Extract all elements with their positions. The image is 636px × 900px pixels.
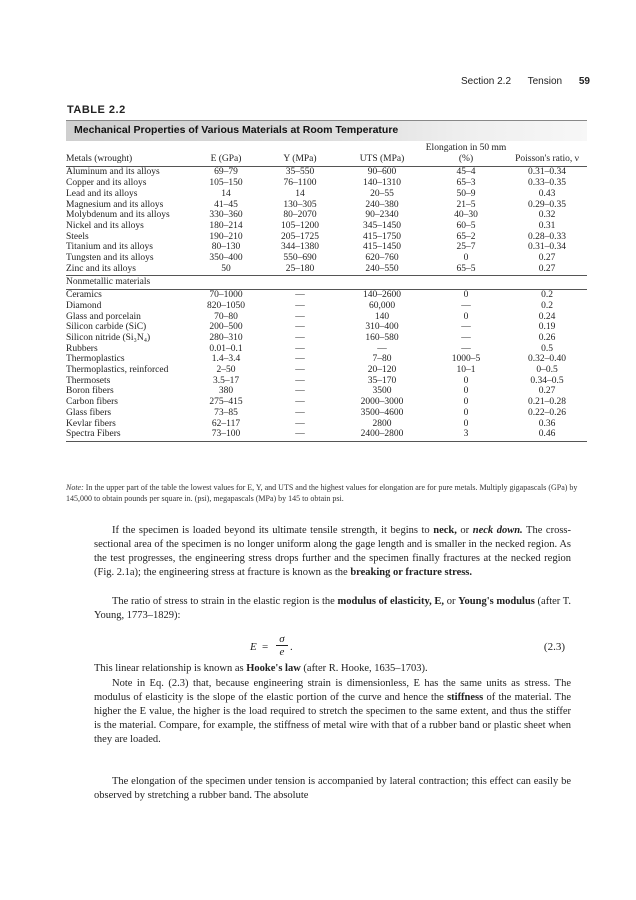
table-cell: 0 — [463, 253, 469, 264]
term-modulus: modulus of elasticity, E, — [337, 596, 445, 607]
page-number: 59 — [578, 76, 590, 87]
table-cell: 80–130 — [211, 242, 241, 253]
term-hookes-law: Hooke's law — [246, 663, 301, 674]
paragraph-modulus — [94, 595, 571, 623]
table-row — [66, 221, 587, 232]
table-caption: Mechanical Properties of Various Materials at Room Temperature — [74, 124, 399, 136]
table-cell: 0.46 — [507, 429, 587, 441]
table-cell: 200–500 — [209, 322, 243, 333]
table-cell: 0.31 — [538, 220, 556, 231]
table-cell: 0.27 — [538, 386, 556, 397]
material-name: Steels — [66, 231, 89, 242]
table-label: TABLE 2.2 — [67, 104, 126, 116]
table-cell: 50 — [191, 264, 261, 276]
table-cell: 0.31–0.34 — [528, 242, 566, 253]
table-cell: — — [295, 386, 305, 397]
table-cell: 0.32–0.40 — [528, 354, 566, 365]
table-cell: 0.27 — [538, 253, 556, 264]
term-neck-down: neck down. — [472, 525, 523, 536]
table-row — [66, 322, 587, 333]
table-cell: 14 — [295, 188, 305, 199]
eq-lhs: E — [250, 641, 257, 653]
material-name: Carbon fibers — [66, 397, 118, 408]
table-cell: 3500 — [372, 386, 392, 397]
table-cell: 550–690 — [283, 253, 317, 264]
table-cell: 20–55 — [370, 188, 394, 199]
material-name: Aluminum and its alloys — [66, 167, 160, 178]
table-cell: 0.32 — [538, 210, 556, 221]
table-header-row — [66, 143, 587, 167]
material-name: Silicon carbide (SiC) — [66, 322, 147, 333]
table-cell: 0.2 — [541, 290, 553, 301]
table-cell: — — [295, 332, 305, 343]
table-cell: 1000–5 — [451, 354, 481, 365]
table-row — [66, 419, 587, 430]
table-row — [66, 386, 587, 397]
text-span: This linear relationship is known as — [94, 663, 247, 674]
eq-equals: = — [262, 641, 269, 653]
table-cell: 820–1050 — [207, 300, 245, 311]
table-cell: 0.19 — [538, 322, 556, 333]
table-cell: 0.27 — [507, 264, 587, 276]
table-cell: 0.5 — [541, 343, 553, 354]
material-name: Kevlar fibers — [66, 418, 116, 429]
table-row — [66, 264, 587, 276]
table-cell: 3500–4600 — [360, 407, 404, 418]
material-name: Thermoplastics — [66, 354, 125, 365]
table-cell: — — [461, 322, 471, 333]
col-header-uts: UTS (MPa) — [339, 143, 425, 167]
material-name: Lead and its alloys — [66, 188, 138, 199]
table-row — [66, 232, 587, 243]
table-row — [66, 200, 587, 211]
table-cell: 0.28–0.33 — [528, 231, 566, 242]
text-span: (after T. Young, 1773–1829): — [94, 596, 571, 621]
material-name: Copper and its alloys — [66, 178, 147, 189]
table-cell: 90–2340 — [365, 210, 399, 221]
table-cell: 0.21–0.28 — [528, 397, 566, 408]
properties-table — [66, 143, 587, 442]
table-cell: 0.34–0.5 — [530, 375, 564, 386]
material-name: Spectra Fibers — [66, 429, 191, 441]
table-cell: 280–310 — [209, 332, 243, 343]
table-cell: 415–1450 — [363, 242, 401, 253]
table-cell: 0 — [463, 397, 469, 408]
table-cell: — — [295, 375, 305, 386]
table-cell: 0.24 — [538, 311, 556, 322]
table-row — [66, 167, 587, 178]
table-row — [66, 429, 587, 441]
table-cell: 70–1000 — [209, 290, 243, 301]
table-cell: 65–2 — [456, 231, 476, 242]
paragraph-hooke — [94, 662, 571, 676]
table-row — [66, 397, 587, 408]
col-header-e: E (GPa) — [191, 143, 261, 167]
table-cell: 140 — [374, 311, 390, 322]
table-cell: 0 — [463, 418, 469, 429]
equation-2-3 — [94, 633, 571, 661]
metals-rows — [66, 167, 587, 276]
table-cell: 0 — [463, 375, 469, 386]
material-name: Glass fibers — [66, 407, 112, 418]
text-span: of the material. The higher the E value, the higher is the load required to stretch the specimen to the same extent, and thus the stiffer is the material. Compare, for example, the stiffness of metal wire with that of a rubber band or plastic sheet when they are loaded. — [94, 692, 572, 745]
table-cell: 275–415 — [209, 397, 243, 408]
running-head — [461, 76, 590, 87]
eq-period: . — [290, 641, 293, 653]
material-name: Thermosets — [66, 375, 111, 386]
table-cell: — — [461, 343, 471, 354]
table-cell: 0.36 — [538, 418, 556, 429]
table-cell: 3 — [425, 429, 507, 441]
table-cell: 7–80 — [372, 354, 392, 365]
table-cell: — — [461, 332, 471, 343]
table-cell: — — [295, 343, 305, 354]
table-cell: — — [295, 311, 305, 322]
nonmetallic-heading: Nonmetallic materials — [66, 276, 587, 290]
table-cell: 0.22–0.26 — [528, 407, 566, 418]
table-cell: 80–2070 — [283, 210, 317, 221]
table-cell: 180–214 — [209, 220, 243, 231]
table-cell: — — [295, 322, 305, 333]
table-cell: — — [295, 290, 305, 301]
material-name: Titanium and its alloys — [66, 242, 154, 253]
eq-number: (2.3) — [543, 641, 565, 653]
table-cell: 1.4–3.4 — [211, 354, 241, 365]
table-row — [66, 344, 587, 355]
text-span: or — [456, 525, 473, 536]
table-cell: 3.5–17 — [212, 375, 240, 386]
table-cell: 345–1450 — [363, 220, 401, 231]
text-span: Note in Eq. (2.3) that, because engineering strain is dimensionless, E has the same units as stress. The modulus of elasticity is the slope of the elastic portion of the curve and hence the — [94, 678, 571, 703]
table-cell: 160–580 — [365, 332, 399, 343]
table-cell: 105–1200 — [281, 220, 319, 231]
term-youngs-modulus: Young's modulus — [458, 596, 535, 607]
table-cell: — — [377, 343, 387, 354]
table-note — [66, 482, 587, 504]
table-cell: 415–1750 — [363, 231, 401, 242]
material-name: Molybdenum and its alloys — [66, 210, 170, 221]
col-header-y: Y (MPa) — [261, 143, 339, 167]
table-cell: — — [461, 300, 471, 311]
material-name: Boron fibers — [66, 386, 114, 397]
table-caption-bar — [66, 120, 587, 141]
table-cell: 0 — [463, 290, 469, 301]
text-span: or — [444, 596, 459, 607]
note-label: Note: — [66, 483, 84, 492]
paragraph-elongation: The elongation of the specimen under tension is accompanied by lateral contraction; this effect can easily be observed by stretching a rubber band. The absolute — [94, 776, 571, 801]
eq-fraction — [276, 633, 288, 658]
col-header-elongation: Elongation in 50 mm (%) — [425, 143, 507, 167]
table-cell: 10–1 — [456, 365, 476, 376]
table-cell: 240–380 — [365, 199, 399, 210]
table-cell: 0 — [463, 311, 469, 322]
table-row — [66, 376, 587, 387]
table-cell: 21–5 — [456, 199, 476, 210]
table-cell: 20–120 — [367, 365, 397, 376]
table-cell: — — [295, 407, 305, 418]
table-cell: 140–1310 — [363, 178, 401, 189]
term-neck: neck, — [433, 525, 457, 536]
table-cell: 0 — [463, 407, 469, 418]
table-cell: 76–1100 — [283, 178, 317, 189]
table-cell: 40–30 — [454, 210, 478, 221]
table-cell: 620–760 — [365, 253, 399, 264]
table-cell: 90–600 — [367, 167, 397, 178]
table-cell: 190–210 — [209, 231, 243, 242]
table-cell: 73–100 — [191, 429, 261, 441]
material-name: Zinc and its alloys — [66, 264, 191, 276]
table-row — [66, 178, 587, 189]
table-cell: 0.26 — [538, 332, 556, 343]
table-cell: 35–550 — [285, 167, 315, 178]
table-cell: — — [295, 300, 305, 311]
table-row — [66, 365, 587, 376]
term-breaking-stress: breaking or fracture stress. — [350, 567, 473, 578]
table-cell: 130–305 — [283, 199, 317, 210]
material-name: Ceramics — [66, 290, 102, 301]
table-row — [66, 333, 587, 344]
table-cell: 2000–3000 — [360, 397, 404, 408]
section-label: Section 2.2 — [460, 76, 512, 87]
table-cell: 140–2600 — [363, 290, 401, 301]
note-text: In the upper part of the table the lowest values for E, Y, and UTS and the highest values for elongation are for pure metals. Multiply gigapascals (GPa) by 145,000 to obtain pounds per square in. (psi), megapascals (MPa) by 145 to obtain psi. — [66, 483, 578, 503]
material-name: Silicon nitride (Si₃N₄) — [66, 332, 151, 343]
table-cell: 35–170 — [367, 375, 397, 386]
table-cell: 65–5 — [425, 264, 507, 276]
table-cell: 0 — [463, 386, 469, 397]
table-row — [66, 210, 587, 221]
chapter-label: Tension — [527, 76, 563, 87]
table-cell: — — [295, 354, 305, 365]
text-span: The ratio of stress to strain in the elastic region is the — [112, 596, 338, 607]
paragraph-stiffness — [94, 677, 571, 747]
table-cell: 0.33–0.35 — [528, 178, 566, 189]
table-cell: 2–50 — [216, 365, 236, 376]
table-cell: 0.43 — [538, 188, 556, 199]
material-name: Rubbers — [66, 343, 98, 354]
material-name: Tungsten and its alloys — [66, 253, 154, 264]
table-row — [66, 189, 587, 200]
table-cell: — — [295, 397, 305, 408]
table-cell: 2800 — [372, 418, 392, 429]
table-cell: 330–360 — [209, 210, 243, 221]
table-cell: 0.29–0.35 — [528, 199, 566, 210]
table-row — [66, 242, 587, 253]
table-cell: 73–85 — [214, 407, 238, 418]
table-row — [66, 312, 587, 323]
text-span: If the specimen is loaded beyond its ultimate tensile strength, it begins to — [112, 525, 434, 536]
table-row — [66, 408, 587, 419]
table-cell: 0.31–0.34 — [528, 167, 566, 178]
eq-numerator: σ — [276, 633, 288, 646]
table-row — [66, 253, 587, 264]
material-name: Nickel and its alloys — [66, 220, 144, 231]
table-cell: 0.01–0.1 — [209, 343, 243, 354]
table-cell: — — [261, 429, 339, 441]
table-cell: 60,000 — [368, 300, 396, 311]
table-cell: 2400–2800 — [339, 429, 425, 441]
table-cell: — — [295, 418, 305, 429]
table-cell: 105–150 — [209, 178, 243, 189]
text-span: The cross-sectional area of the specimen is no longer uniform along the gage length and is smaller in the necked region. As the test progresses, the engineering stress drops further and the specimen finally fractures at the necked region (Fig. 2.1a); the engineering stress at fracture is known as the — [94, 525, 571, 578]
material-name: Diamond — [66, 300, 102, 311]
table-cell: 60–5 — [456, 220, 476, 231]
table-cell: 41–45 — [214, 199, 238, 210]
nonmetallic-heading-group — [66, 276, 587, 290]
col-header-poisson: Poisson's ratio, ν — [507, 143, 587, 167]
text-span: (after R. Hooke, 1635–1703). — [300, 663, 428, 674]
table-cell: 205–1725 — [281, 231, 319, 242]
table-row — [66, 354, 587, 365]
table-cell: 380 — [218, 386, 234, 397]
table-cell: 344–1380 — [281, 242, 319, 253]
table-cell: 69–79 — [214, 167, 238, 178]
table-cell: 350–400 — [209, 253, 243, 264]
table-cell: — — [295, 365, 305, 376]
material-name: Magnesium and its alloys — [66, 199, 164, 210]
material-name: Glass and porcelain — [66, 311, 141, 322]
table-cell: 25–180 — [261, 264, 339, 276]
table-cell: 65–3 — [456, 178, 476, 189]
table-cell: 25–7 — [456, 242, 476, 253]
table-row — [66, 290, 587, 301]
nonmetallic-heading-row — [66, 276, 587, 290]
table-row — [66, 301, 587, 312]
table-cell: 14 — [221, 188, 231, 199]
table-cell: 50–9 — [456, 188, 476, 199]
nonmetallic-rows — [66, 290, 587, 442]
table-cell: 310–400 — [365, 322, 399, 333]
table-cell: 70–80 — [214, 311, 238, 322]
table-cell: 0–0.5 — [536, 365, 558, 376]
table-cell: 62–117 — [211, 418, 241, 429]
table-cell: 240–550 — [339, 264, 425, 276]
paragraph-necking — [94, 524, 571, 580]
eq-denominator: e — [279, 646, 285, 658]
col-header-material: Metals (wrought) — [66, 143, 191, 167]
material-name: Thermoplastics, reinforced — [66, 365, 169, 376]
table-cell: 45–4 — [456, 167, 476, 178]
term-stiffness: stiffness — [447, 692, 484, 703]
table-cell: 0.2 — [541, 300, 553, 311]
